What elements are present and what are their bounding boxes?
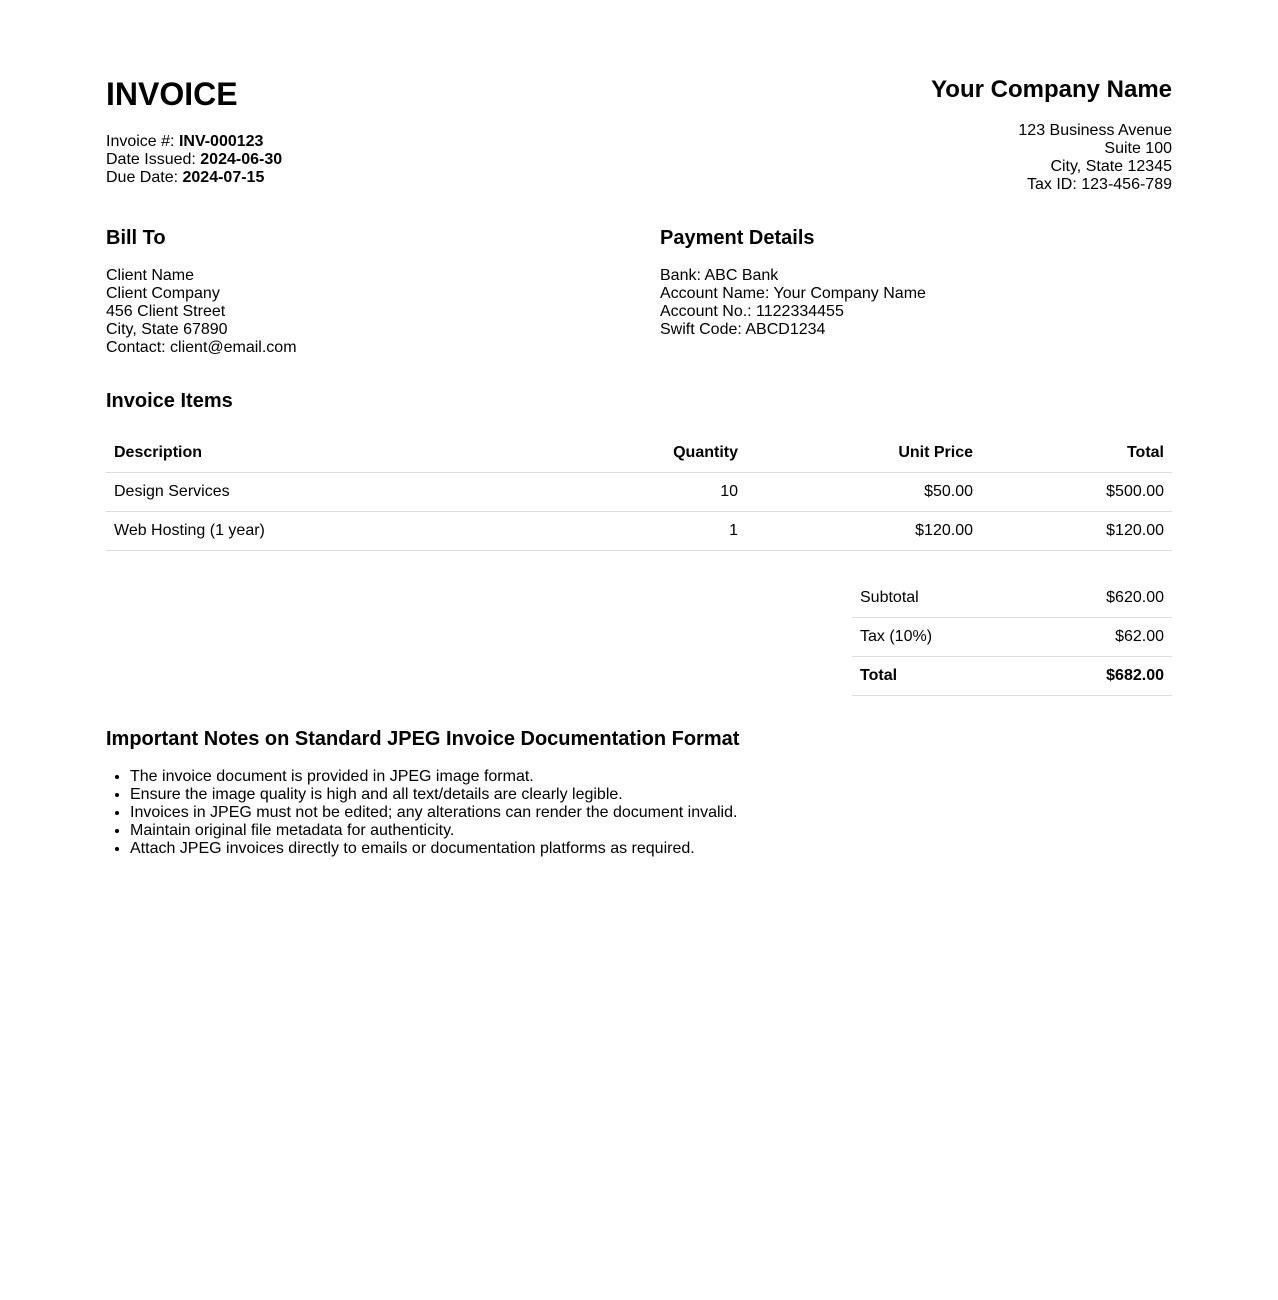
item-unit-price: $50.00: [746, 473, 981, 512]
bill-to-section: [106, 225, 297, 357]
list-item: • Invoices in JPEG must not be edited; any alterations can render the document invalid.: [130, 804, 1172, 822]
list-item: • Attach JPEG invoices directly to emails or documentation platforms as required.: [130, 840, 1172, 858]
item-total: $500.00: [981, 473, 1172, 512]
invoice-header: [106, 0, 1172, 200]
notes-list: [106, 768, 1172, 858]
list-item: • Ensure the image quality is high and all text/details are clearly legible.: [130, 786, 1172, 804]
company-address: [931, 122, 1172, 194]
tax-row: [852, 618, 1172, 657]
column-header-unit-price: Unit Price: [746, 434, 981, 473]
payment-line: Account Name: Your Company Name: [660, 285, 926, 302]
grand-total-label: Total: [852, 657, 1026, 696]
notes-heading: Important Notes on Standard JPEG Invoice Documentation Format: [106, 728, 740, 750]
invoice-items-section: [106, 388, 1172, 551]
payment-line: Account No.: 1122334455: [660, 303, 844, 320]
table-header-row: [106, 434, 1172, 473]
invoice-meta: [106, 133, 282, 187]
invoice-title: INVOICE: [106, 76, 238, 112]
tax-label: Tax (10%): [852, 618, 1026, 657]
bill-to-heading: Bill To: [106, 227, 166, 249]
date-issued-line: [106, 151, 282, 169]
grand-total-row: [852, 657, 1172, 696]
subtotal-label: Subtotal: [852, 579, 1026, 618]
payment-details-heading: Payment Details: [660, 227, 815, 249]
table-row: [106, 473, 1172, 512]
list-item: • The invoice document is provided in JPEG image format.: [130, 768, 1172, 786]
invoice-items-heading: Invoice Items: [106, 390, 233, 412]
item-description: Web Hosting (1 year): [106, 512, 556, 551]
payment-line: Swift Code: ABCD1234: [660, 321, 826, 338]
list-item: • Maintain original file metadata for authenticity.: [130, 822, 1172, 840]
item-description: Design Services: [106, 473, 556, 512]
subtotal-row: [852, 579, 1172, 618]
payment-line: Bank: ABC Bank: [660, 267, 779, 284]
item-quantity: 1: [556, 512, 746, 551]
invoice-content: [106, 0, 1172, 857]
invoice-number: INV-000123: [178, 133, 264, 150]
due-date: 2024-07-15: [182, 169, 265, 186]
bill-to-lines: [106, 267, 297, 357]
invoice-number-line: [106, 133, 282, 151]
bill-to-line: 456 Client Street: [106, 303, 226, 320]
company-address-line: 123 Business Avenue: [1018, 122, 1172, 139]
due-date-line: [106, 169, 282, 187]
payment-details-section: [660, 225, 926, 339]
item-total: $120.00: [981, 512, 1172, 551]
company-block: [931, 74, 1172, 194]
bill-to-line: Client Name: [106, 267, 195, 284]
notes-section: [106, 726, 1172, 858]
grand-total-value: $682.00: [1026, 657, 1172, 696]
payment-details-lines: [660, 267, 926, 339]
invoice-items-table: [106, 434, 1172, 551]
company-tax-id: Tax ID: 123-456-789: [1027, 176, 1172, 193]
totals-table: [852, 579, 1172, 696]
date-issued: 2024-06-30: [200, 151, 283, 168]
column-header-quantity: Quantity: [556, 434, 746, 473]
item-unit-price: $120.00: [746, 512, 981, 551]
company-address-line: Suite 100: [1104, 140, 1172, 157]
company-name: Your Company Name: [931, 76, 1172, 103]
due-date-label: Due Date:: [106, 169, 179, 186]
totals-section: [852, 579, 1172, 696]
table-row: [106, 512, 1172, 551]
column-header-description: Description: [106, 434, 556, 473]
column-header-total: Total: [981, 434, 1172, 473]
company-address-line: City, State 12345: [1050, 158, 1172, 175]
bill-to-line: Client Company: [106, 285, 220, 302]
bill-to-line: City, State 67890: [106, 321, 228, 338]
date-issued-label: Date Issued:: [106, 151, 196, 168]
bill-to-contact: Contact: client@email.com: [106, 339, 297, 356]
tax-value: $62.00: [1026, 618, 1172, 657]
item-quantity: 10: [556, 473, 746, 512]
subtotal-value: $620.00: [1026, 579, 1172, 618]
invoice-number-label: Invoice #:: [106, 133, 175, 150]
